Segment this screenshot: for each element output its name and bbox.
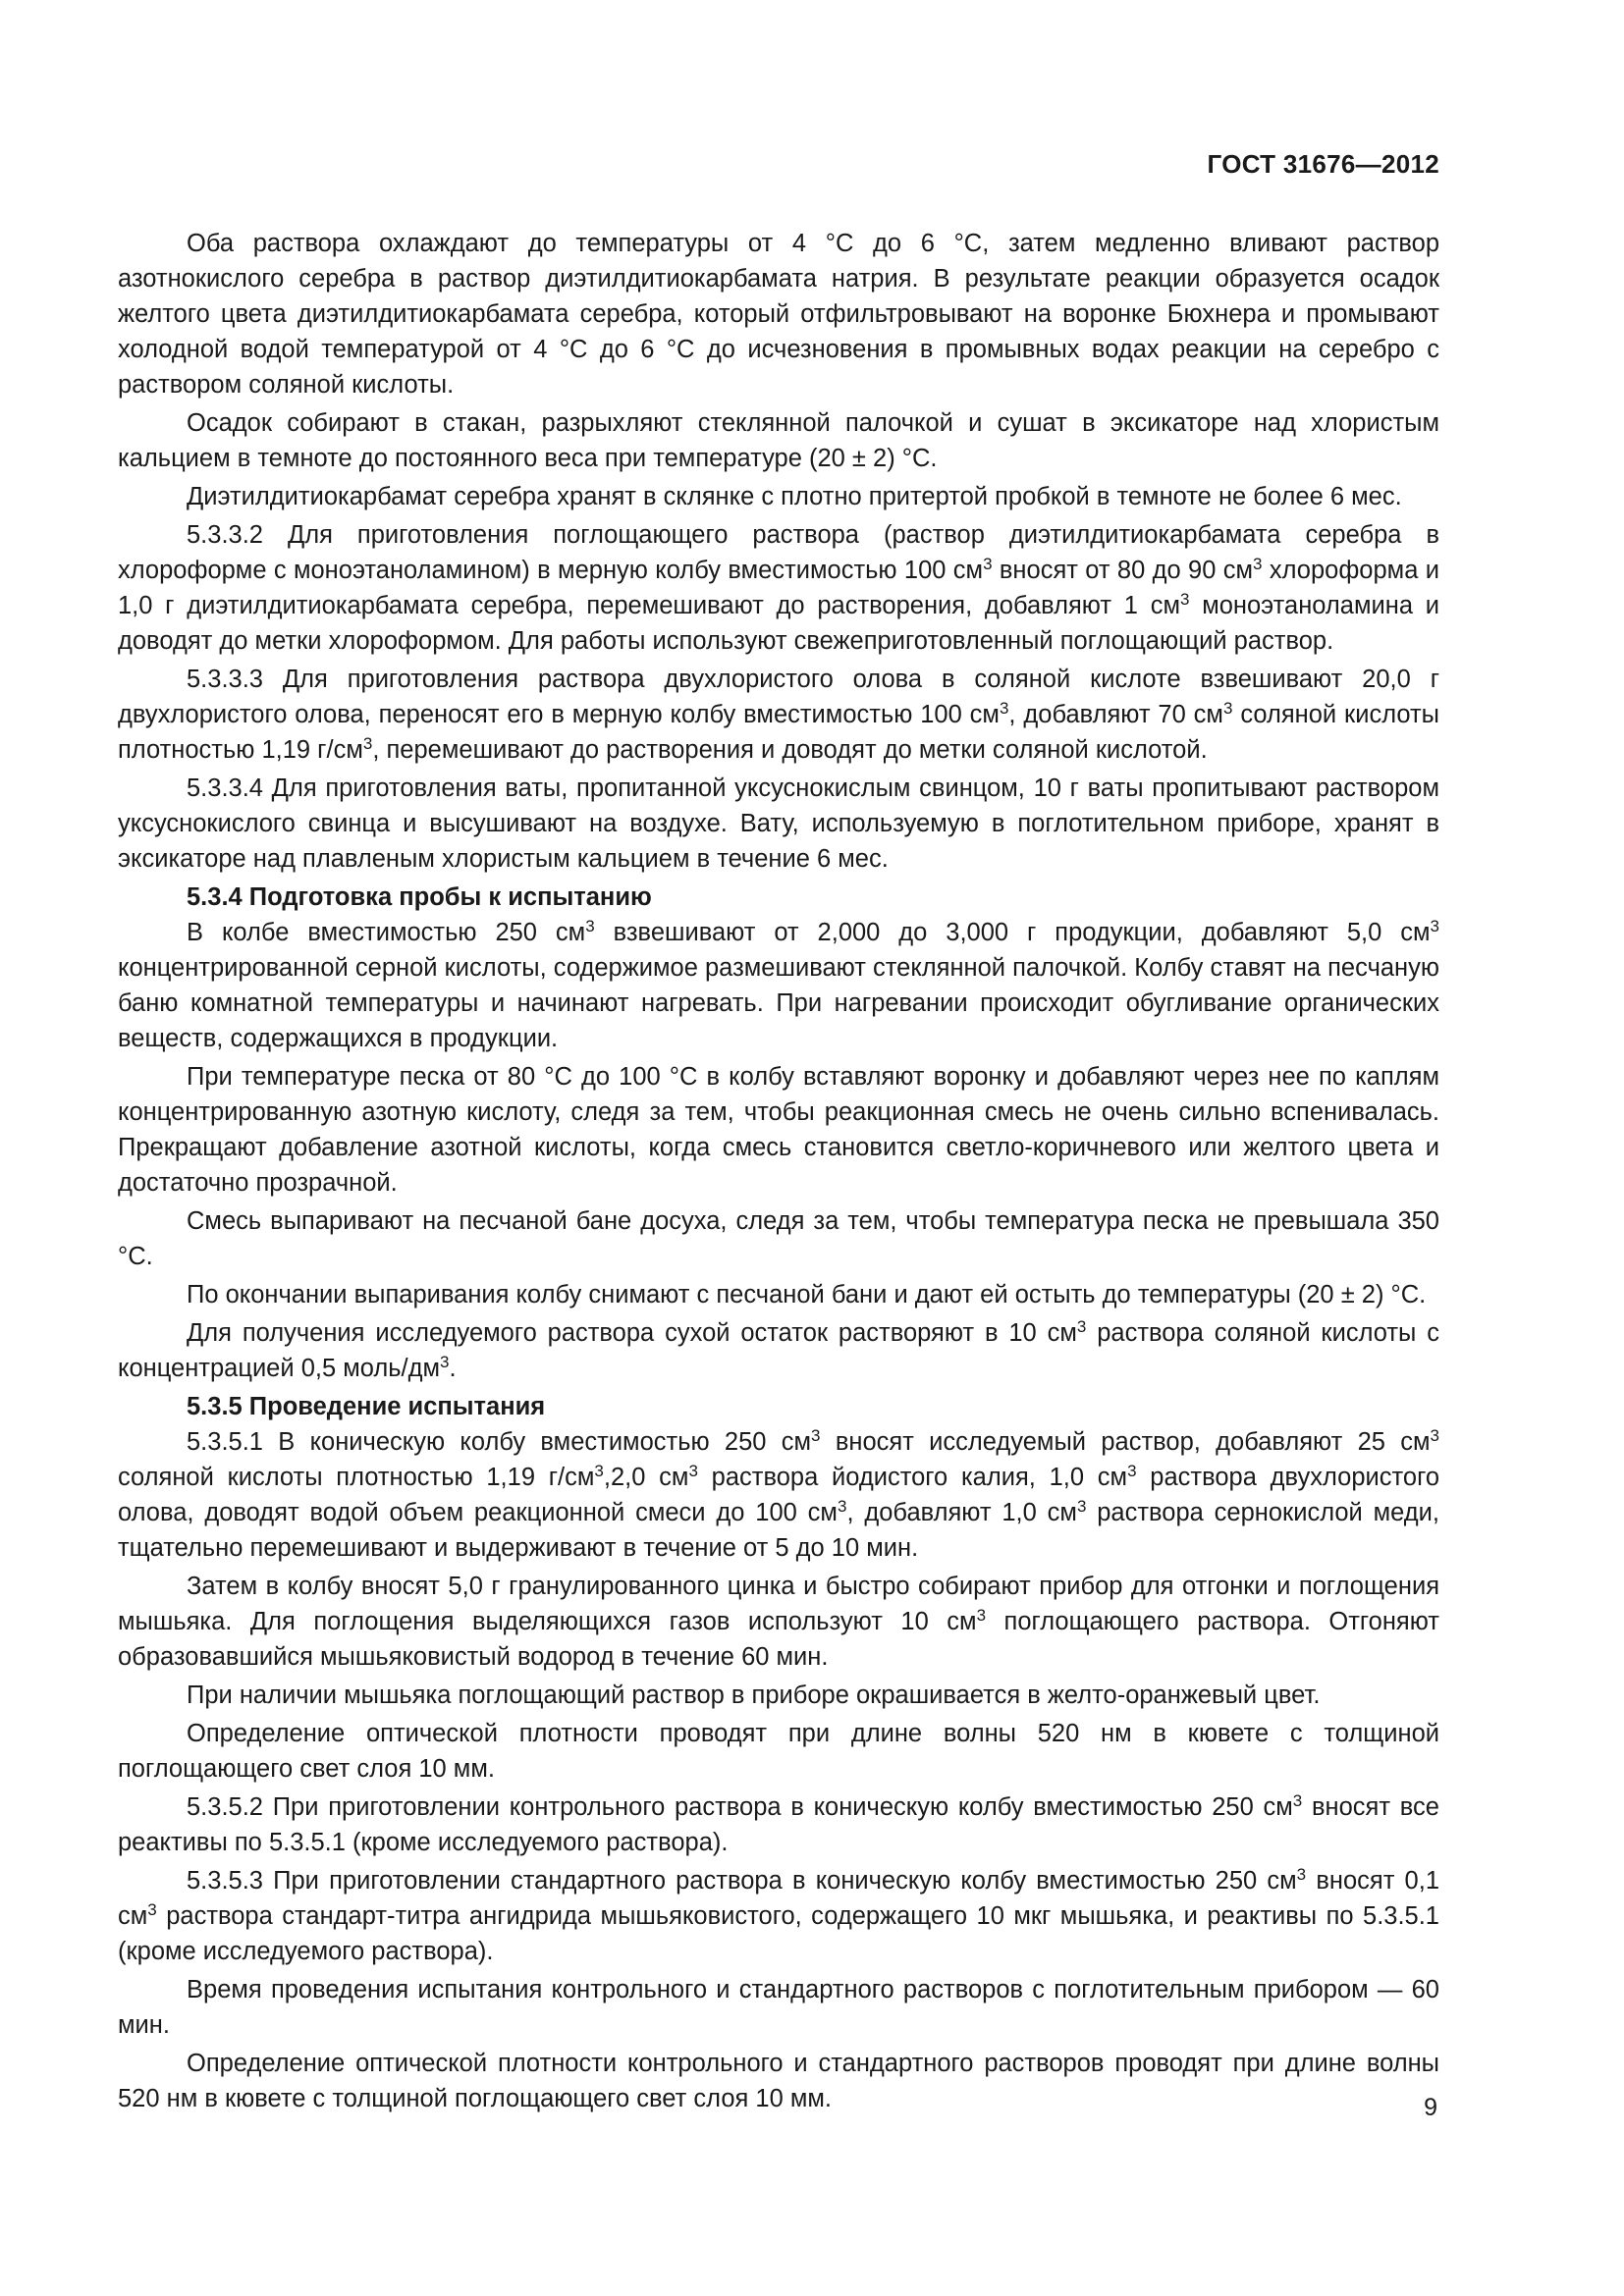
section-heading-5-3-4: 5.3.4 Подготовка пробы к испытанию — [187, 883, 652, 911]
superscript: 3 — [976, 1606, 987, 1625]
paragraph-cooling: По окончании выпаривания колбу снимают с песчаной бани и дают ей остыть до температуры (20 ± 2) °С. — [187, 1281, 1427, 1308]
superscript: 3 — [585, 917, 595, 935]
paragraph-nitric-acid: При температуре песка от 80 °С до 100 °С в колбу вставляют воронку и добавляют через нее по каплям концентрированную азотную кислоту, следя за тем, чтобы реакционная смесь не очень сильно вспенивалась. Прекращают добавление азотной кислоты, когда смесь становится светло-коричневого или желтого цвета и достаточно прозрачной. — [118, 1063, 1439, 1197]
paragraph-evaporation: Смесь выпаривают на песчаной бане досуха, следя за тем, чтобы температура песка не превышала 350 °С. — [118, 1207, 1439, 1270]
page-number: 9 — [1424, 2094, 1437, 2121]
superscript: 3 — [688, 1462, 698, 1480]
paragraph-5-3-3-2: 5.3.3.2 Для приготовления поглощающего раствора (раствор диэтилдитиокарбамата серебра в хлороформе с моноэтаноламином) в мерную колбу вместимостью 100 $см^3$ вносят от 80 до 90 $см^3$ хлороформа и 1,0 г диэтилдитиокарбамата серебра, перемешивают до растворения, добавляют 1 $см^3$ моноэтаноламина и доводят до метки хлороформом. Для работы используют свежеприготовленный поглощающий раствор. — [118, 521, 1439, 655]
superscript: 3 — [1076, 1317, 1087, 1336]
paragraph-precipitate-drying: Осадок собирают в стакан, разрыхляют стеклянной палочкой и сушат в эксикаторе над хлористым кальцием в темноте до постоянного веса при температуре (20 ± 2) °С. — [118, 409, 1439, 472]
paragraph-sample-preparation: В колбе вместимостью 250 $см^3$ взвешивают от 2,000 до 3,000 г продукции, добавляют 5,0 $см^3$ концентрированной серной кислоты, содержимое размешивают стеклянной палочкой. Колбу ставят на песчаную баню комнатной температуры и начинают нагревать. При нагревании происходит обугливание органических веществ, содержащихся в продукции. — [118, 917, 1439, 1052]
superscript: 3 — [1296, 1865, 1307, 1884]
superscript: 3 — [362, 734, 373, 753]
paragraph-control-optical-density: Определение оптической плотности контрольного и стандартного растворов проводят при длине волны 520 нм в кювете с толщиной поглощающего свет слоя 10 мм. — [118, 2050, 1439, 2112]
superscript: 3 — [440, 1353, 450, 1371]
superscript: 3 — [1430, 917, 1439, 935]
superscript: 3 — [1292, 1791, 1303, 1810]
paragraph-test-solution: Для получения исследуемого раствора сухой остаток растворяют в 10 $см^3$ раствора соляной кислоты с концентрацией 0,5 моль/$дм^3$. — [118, 1317, 1440, 1382]
paragraph-5-3-3-3: 5.3.3.3 Для приготовления раствора двухлористого олова в соляной кислоте взвешивают 20,0 г двухлористого олова, переносят его в мерную колбу вместимостью 100 $см^3$, добавляют 70 $см^3$ соляной кислоты плотностью 1,19 $г/см^3$, перемешивают до растворения и доводят до метки соляной кислотой. — [118, 666, 1440, 764]
paragraph-5-3-3-4: 5.3.3.4 Для приготовления ваты, пропитанной уксуснокислым свинцом, 10 г ваты пропитывают раствором уксуснокислого свинца и высушивают на воздухе. Вату, используемую в поглотительном приборе, хранят в эксикаторе над плавленым хлористым кальцием в течение 6 мес. — [118, 774, 1439, 873]
paragraph-silver-precipitation: Оба раствора охлаждают до температуры от 4 °С до 6 °С, затем медленно вливают раствор азотнокислого серебра в раствор диэтилдитиокарбамата натрия. В результате реакции образуется осадок желтого цвета диэтилдитиокарбамата серебра, который отфильтровывают на воронке Бюхнера и промывают холодной водой температурой от 4 °С до 6 °С до исчезновения в промывных водах реакции на серебро с раствором соляной кислоты. — [118, 230, 1439, 399]
superscript: 3 — [837, 1497, 847, 1516]
standard-header: ГОСТ 31676—2012 — [1207, 149, 1439, 179]
superscript: 3 — [1253, 555, 1263, 573]
superscript: 3 — [1222, 699, 1233, 718]
paragraph-5-3-5-3: 5.3.5.3 При приготовлении стандартного раствора в коническую колбу вместимостью 250 $см^3$ вносят 0,1 $см^3$ раствора стандарт-титра ангидрида мышьяковистого, содержащего 10 мкг мышьяка, и реактивы по 5.3.5.1 (кроме исследуемого раствора). — [118, 1865, 1439, 1965]
paragraph-zinc-distillation: Затем в колбу вносят 5,0 г гранулированного цинка и быстро собирают прибор для отгонки и поглощения мышьяка. Для поглощения выделяющихся газов используют 10 $см^3$ поглощающего раствора. Отгоняют образовавшийся мышьяковистый водород в течение 60 мин. — [118, 1573, 1439, 1671]
paragraph-5-3-5-2: 5.3.5.2 При приготовлении контрольного раствора в коническую колбу вместимостью 250 $см^3$ вносят все реактивы по 5.3.5.1 (кроме исследуемого раствора). — [118, 1791, 1439, 1856]
superscript: 3 — [1180, 590, 1190, 609]
superscript: 3 — [147, 1900, 157, 1919]
paragraph-arsenic-color: При наличии мышьяка поглощающий раствор в приборе окрашивается в желто-оранжевый цвет. — [187, 1682, 1321, 1709]
superscript: 3 — [811, 1426, 821, 1445]
paragraph-storage: Диэтилдитиокарбамат серебра хранят в склянке с плотно притертой пробкой в темноте не более 6 мес. — [187, 483, 1402, 510]
paragraph-test-duration: Время проведения испытания контрольного и стандартного растворов с поглотительным прибором — 60 мин. — [118, 1976, 1439, 2039]
superscript: 3 — [1076, 1497, 1087, 1516]
superscript: 3 — [1430, 1426, 1440, 1445]
superscript: 3 — [594, 1462, 604, 1480]
superscript: 3 — [1127, 1462, 1137, 1480]
superscript: 3 — [999, 699, 1009, 718]
paragraph-optical-density: Определение оптической плотности проводят при длине волны 520 нм в кювете с толщиной поглощающего свет слоя 10 мм. — [118, 1720, 1439, 1783]
superscript: 3 — [983, 555, 993, 573]
section-heading-5-3-5: 5.3.5 Проведение испытания — [187, 1393, 546, 1420]
paragraph-5-3-5-1: 5.3.5.1 В коническую колбу вместимостью 250 $см^3$ вносят исследуемый раствор, добавляют 25 $см^3$ соляной кислоты плотностью 1,19 $г/см^3,2,0$ $см^3$ раствора йодистого калия, 1,0 $см^3$ раствора двухлористого олова, доводят водой объем реакционной смеси до 100 $см^3$, добавляют 1,0 $см^3$ раствора сернокислой меди, тщательно перемешивают и выдерживают в течение от 5 до 10 мин. — [118, 1426, 1440, 1562]
document-body — [118, 226, 1439, 2119]
